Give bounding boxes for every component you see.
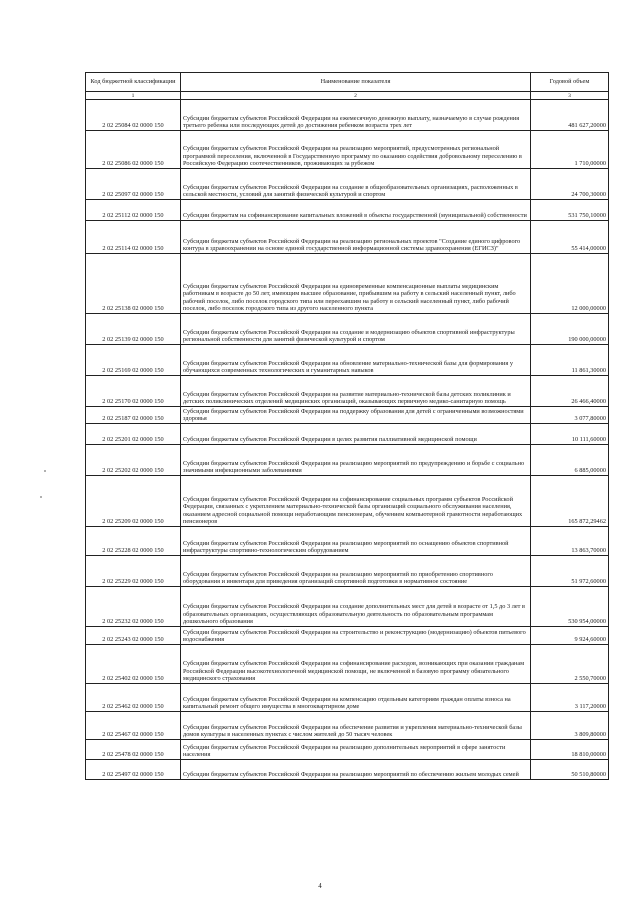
annual-amount-cell: 3 809,80000: [531, 712, 609, 740]
table-row: [86, 100, 609, 131]
indicator-name-cell: Субсидии бюджетам субъектов Российской Федерации на софинансирование расходов, возникающих при оказании гражданам Российской Федерации высокотехнологичной медицинской помощи, не включенной в базовую программу обязательного медицинского страхования: [181, 645, 531, 684]
budget-code-cell: 2 02 25097 02 0000 150: [86, 169, 181, 200]
table-row: [86, 627, 609, 645]
budget-code-cell: 2 02 25201 02 0000 150: [86, 424, 181, 445]
budget-code-cell: 2 02 25202 02 0000 150: [86, 445, 181, 476]
indicator-name-cell: Субсидии бюджетам субъектов Российской Федерации на реализацию мероприятий по приобретению спортивного оборудования и инвентаря для приведения организаций спортивной подготовки в нормативное состояние: [181, 556, 531, 587]
indicator-name-cell: Субсидии бюджетам субъектов Российской Федерации на софинансирование социальных программ субъектов Российской Федерации, связанных с укреплением материально-технической базы организаций социального обслуживания населения, оказанием адресной социальной помощи неработающим пенсионерам, обучением компьютерной грамотности неработающих пенсионеров: [181, 476, 531, 527]
indicator-name-cell: Субсидии бюджетам на софинансирование капитальных вложений в объекты государственной (муниципальной) собственности: [181, 200, 531, 221]
table-row: [86, 740, 609, 760]
annual-amount-cell: 481 627,20000: [531, 100, 609, 131]
annual-amount-cell: 165 872,29462: [531, 476, 609, 527]
annual-amount-cell: 190 000,00000: [531, 314, 609, 345]
indicator-name-cell: Субсидии бюджетам субъектов Российской Федерации на обновление материально-технической базы для формирования у обучающихся современных технологических и гуманитарных навыков: [181, 345, 531, 376]
indicator-name-cell: Субсидии бюджетам субъектов Российской Федерации на компенсацию отдельным категориям граждан оплаты взноса на капитальный ремонт общего имущества в многоквартирном доме: [181, 684, 531, 712]
annual-amount-cell: 530 954,00000: [531, 587, 609, 627]
scan-speck: [40, 496, 42, 498]
table-body: [86, 100, 609, 780]
annual-amount-cell: 10 111,60000: [531, 424, 609, 445]
table-row: [86, 131, 609, 169]
indicator-name-cell: Субсидии бюджетам субъектов Российской Федерации в целях развития паллиативной медицинской помощи: [181, 424, 531, 445]
budget-code-cell: 2 02 25467 02 0000 150: [86, 712, 181, 740]
annual-amount-cell: 6 885,00000: [531, 445, 609, 476]
budget-code-cell: 2 02 25209 02 0000 150: [86, 476, 181, 527]
column-number-1: 1: [86, 92, 181, 100]
table-row: [86, 760, 609, 780]
indicator-name-cell: Субсидии бюджетам субъектов Российской Федерации на реализацию мероприятий по обеспечению жильем молодых семей: [181, 760, 531, 780]
annual-amount-cell: 51 972,60000: [531, 556, 609, 587]
header-code: Код бюджетной классификации: [86, 73, 181, 92]
indicator-name-cell: Субсидии бюджетам субъектов Российской Федерации на реализацию мероприятий, предусмотренных региональной программой переселения, включенной в Государственную программу по оказанию содействия добровольному переселению в Российскую Федерацию соотечественников, проживающих за рубежом: [181, 131, 531, 169]
indicator-name-cell: Субсидии бюджетам субъектов Российской Федерации на развитие материально-технической базы детских поликлиник и детских поликлинических отделений медицинских организаций, оказывающих первичную медико-санитарную помощь: [181, 376, 531, 407]
budget-code-cell: 2 02 25497 02 0000 150: [86, 760, 181, 780]
table-row: [86, 314, 609, 345]
annual-amount-cell: 3 117,20000: [531, 684, 609, 712]
table-row: [86, 476, 609, 527]
indicator-name-cell: Субсидии бюджетам субъектов Российской Федерации на ежемесячную денежную выплату, назначаемую в случае рождения третьего ребенка или последующих детей до достижения ребенком возраста трех лет: [181, 100, 531, 131]
budget-code-cell: 2 02 25084 02 0000 150: [86, 100, 181, 131]
table-row: [86, 407, 609, 424]
annual-amount-cell: 1 710,00000: [531, 131, 609, 169]
column-number-row: [86, 92, 609, 100]
table-row: [86, 587, 609, 627]
indicator-name-cell: Субсидии бюджетам субъектов Российской Федерации на реализацию мероприятий по оснащению объектов спортивной инфраструктуры спортивно-технологическим оборудованием: [181, 527, 531, 556]
indicator-name-cell: Субсидии бюджетам субъектов Российской Федерации на реализацию мероприятий по предупреждению и борьбе с социально значимыми инфекционными заболеваниями: [181, 445, 531, 476]
budget-code-cell: 2 02 25229 02 0000 150: [86, 556, 181, 587]
budget-code-cell: 2 02 25478 02 0000 150: [86, 740, 181, 760]
indicator-name-cell: Субсидии бюджетам субъектов Российской Федерации на реализацию региональных проектов "Создание единого цифрового контура в здравоохранении на основе единой государственной информационной системы здравоохранения (ЕГИСЗ)": [181, 221, 531, 254]
annual-amount-cell: 531 750,10000: [531, 200, 609, 221]
budget-code-cell: 2 02 25170 02 0000 150: [86, 376, 181, 407]
budget-code-cell: 2 02 25228 02 0000 150: [86, 527, 181, 556]
table-row: [86, 445, 609, 476]
header-name: Наименование показателя: [181, 73, 531, 92]
table-row: [86, 254, 609, 314]
table-header-row: [86, 73, 609, 92]
annual-amount-cell: 12 000,00000: [531, 254, 609, 314]
indicator-name-cell: Субсидии бюджетам субъектов Российской Федерации на реализацию дополнительных мероприятий в сфере занятости населения: [181, 740, 531, 760]
table-row: [86, 556, 609, 587]
annual-amount-cell: 11 861,30000: [531, 345, 609, 376]
table-row: [86, 221, 609, 254]
table-row: [86, 169, 609, 200]
budget-code-cell: 2 02 25243 02 0000 150: [86, 627, 181, 645]
indicator-name-cell: Субсидии бюджетам субъектов Российской Федерации на строительство и реконструкцию (модернизацию) объектов питьевого водоснабжения: [181, 627, 531, 645]
annual-amount-cell: 2 550,70000: [531, 645, 609, 684]
annual-amount-cell: 9 924,60000: [531, 627, 609, 645]
budget-code-cell: 2 02 25086 02 0000 150: [86, 131, 181, 169]
budget-code-cell: 2 02 25402 02 0000 150: [86, 645, 181, 684]
table-row: [86, 527, 609, 556]
budget-code-cell: 2 02 25169 02 0000 150: [86, 345, 181, 376]
annual-amount-cell: 26 466,40000: [531, 376, 609, 407]
budget-code-cell: 2 02 25112 02 0000 150: [86, 200, 181, 221]
table-row: [86, 345, 609, 376]
table-row: [86, 424, 609, 445]
table-row: [86, 645, 609, 684]
column-number-2: 2: [181, 92, 531, 100]
annual-amount-cell: 55 414,00000: [531, 221, 609, 254]
budget-code-cell: 2 02 25138 02 0000 150: [86, 254, 181, 314]
table-row: [86, 712, 609, 740]
budget-code-cell: 2 02 25232 02 0000 150: [86, 587, 181, 627]
annual-amount-cell: 13 863,70000: [531, 527, 609, 556]
annual-amount-cell: 18 810,00000: [531, 740, 609, 760]
indicator-name-cell: Субсидии бюджетам субъектов Российской Федерации на единовременные компенсационные выплаты медицинским работникам в возрасте до 50 лет, имеющим высшее образование, прибывшим на работу в сельский населенный пункт, либо рабочий поселок, либо поселок городского типа или переехавшим на работу в сельский населенный пункт, либо рабочий поселок, либо поселок городского типа из другого населенного пункта: [181, 254, 531, 314]
scan-speck: [44, 470, 46, 472]
header-amount: Годовой объем: [531, 73, 609, 92]
indicator-name-cell: Субсидии бюджетам субъектов Российской Федерации на создание и модернизацию объектов спортивной инфраструктуры региональной собственности для занятий физической культурой и спортом: [181, 314, 531, 345]
indicator-name-cell: Субсидии бюджетам субъектов Российской Федерации на создание в общеобразовательных организациях, расположенных в сельской местности, условий для занятий физической культурой и спортом: [181, 169, 531, 200]
table-row: [86, 684, 609, 712]
budget-code-cell: 2 02 25114 02 0000 150: [86, 221, 181, 254]
column-number-3: 3: [531, 92, 609, 100]
table-row: [86, 376, 609, 407]
budget-code-cell: 2 02 25187 02 0000 150: [86, 407, 181, 424]
annual-amount-cell: 3 077,80000: [531, 407, 609, 424]
indicator-name-cell: Субсидии бюджетам субъектов Российской Федерации на обеспечение развития и укрепления материально-технической базы домов культуры в населенных пунктах с числом жителей до 50 тысяч человек: [181, 712, 531, 740]
annual-amount-cell: 50 510,80000: [531, 760, 609, 780]
budget-table: [85, 72, 609, 780]
budget-code-cell: 2 02 25139 02 0000 150: [86, 314, 181, 345]
indicator-name-cell: Субсидии бюджетам субъектов Российской Федерации на поддержку образования для детей с ограниченными возможностями здоровья: [181, 407, 531, 424]
annual-amount-cell: 24 700,30000: [531, 169, 609, 200]
indicator-name-cell: Субсидии бюджетам субъектов Российской Федерации на создание дополнительных мест для детей в возрасте от 1,5 до 3 лет в образовательных организациях, осуществляющих образовательную деятельность по образовательным программам дошкольного образования: [181, 587, 531, 627]
table-row: [86, 200, 609, 221]
page-number: 4: [318, 882, 322, 890]
budget-code-cell: 2 02 25462 02 0000 150: [86, 684, 181, 712]
document-body: [85, 72, 608, 780]
